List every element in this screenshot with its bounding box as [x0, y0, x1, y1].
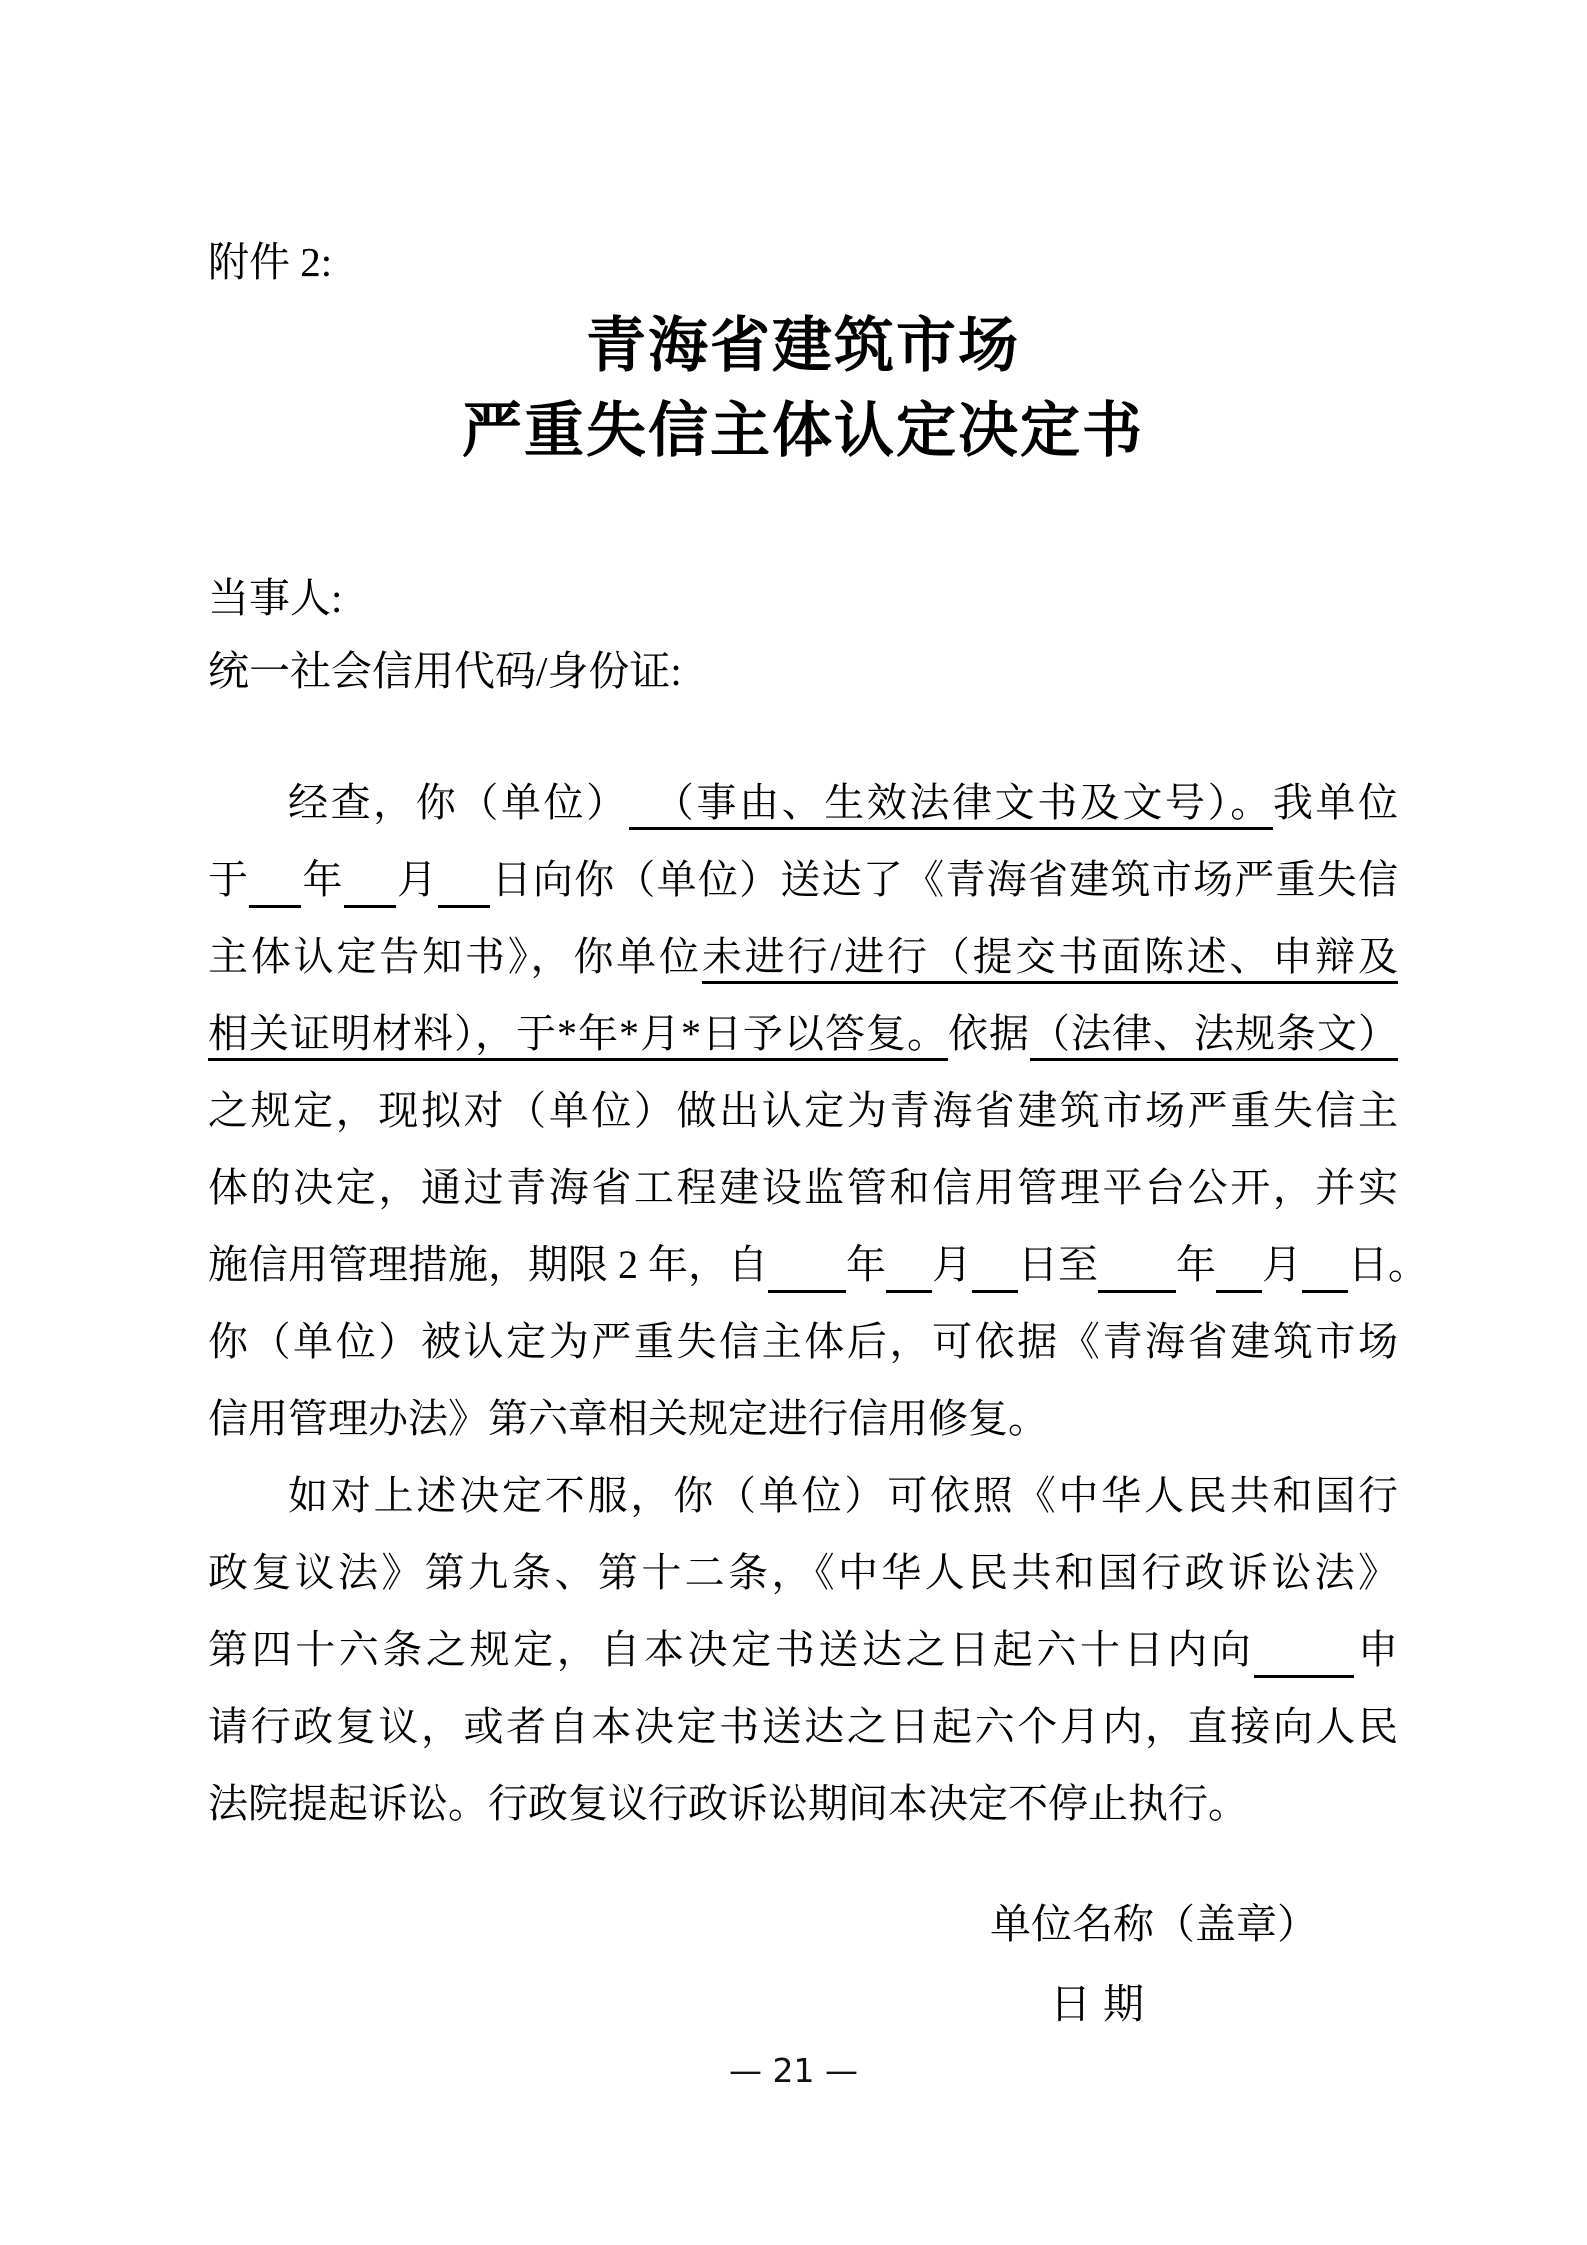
- text-segment: 申: [1354, 1627, 1399, 1672]
- text-segment: 日至: [1018, 1242, 1098, 1287]
- body-line: [208, 1380, 1398, 1457]
- attachment-label: 附件 2:: [208, 239, 333, 285]
- party-label: 当事人:: [208, 575, 343, 621]
- document-title: [208, 304, 1398, 474]
- text-segment: 如对上述决定不服，你（单位）可依照《中华人民共和国行: [288, 1473, 1398, 1518]
- body-line: [208, 1226, 1428, 1303]
- body-line: [208, 1303, 1398, 1380]
- body-line: [208, 1457, 1398, 1534]
- fill-in-blank: [1098, 1241, 1176, 1293]
- text-segment: 施信用管理措施，期限 2 年，自: [208, 1242, 768, 1287]
- document-body: [208, 764, 1428, 1842]
- fill-in-blank: [344, 856, 396, 908]
- text-segment: 之规定，现拟对（单位）做出认定为青海省建筑市场严重失信主: [208, 1088, 1398, 1133]
- body-line: [208, 841, 1398, 918]
- text-segment: 第四十六条之规定，自本决定书送达之日起六十日内向: [208, 1627, 1255, 1672]
- fill-in-blank: [1216, 1241, 1262, 1293]
- body-line: [208, 1149, 1398, 1226]
- fill-in-blank: [1254, 1626, 1354, 1678]
- text-segment: 年: [846, 1242, 886, 1287]
- page-number: — 21 —: [729, 2051, 858, 2090]
- body-line: [208, 764, 1398, 841]
- underlined-text: （事由、生效法律文书及文号）。: [629, 780, 1273, 830]
- signature-date-label: 日期: [1050, 1981, 1156, 2027]
- text-segment: 请行政复议，或者自本决定书送达之日起六个月内，直接向人民: [208, 1704, 1398, 1749]
- title-line-2: 严重失信主体认定决定书: [462, 398, 1144, 464]
- body-line: [208, 1534, 1398, 1611]
- credit-code-label: 统一社会信用代码/身份证:: [208, 648, 682, 694]
- underlined-text: 相关证明材料），于*年*月*日予以答复。: [208, 1011, 948, 1061]
- text-segment: 日。: [1348, 1242, 1428, 1287]
- text-segment: 信用管理办法》第六章相关规定进行信用修复。: [208, 1396, 1048, 1441]
- text-segment: 体的决定，通过青海省工程建设监管和信用管理平台公开，并实: [208, 1165, 1398, 1210]
- body-line: [208, 995, 1398, 1072]
- text-segment: 主体认定告知书》，你单位: [208, 934, 702, 979]
- text-segment: 我单位: [1272, 780, 1399, 825]
- body-line: [208, 1611, 1398, 1688]
- fill-in-blank: [438, 856, 490, 908]
- text-segment: 日向你（单位）送达了《青海省建筑市场严重失信: [490, 857, 1399, 902]
- body-line: [208, 918, 1398, 995]
- text-segment: 于: [208, 857, 250, 902]
- title-line-1: 青海省建筑市场: [586, 313, 1020, 379]
- text-segment: 政复议法》第九条、第十二条，《中华人民共和国行政诉讼法》: [208, 1550, 1398, 1595]
- underlined-text: 未进行/进行（提交书面陈述、申辩及: [702, 934, 1398, 984]
- underlined-text: （法律、法规条文）: [1030, 1011, 1398, 1061]
- text-segment: 你（单位）被认定为严重失信主体后，可依据《青海省建筑市场: [208, 1319, 1398, 1364]
- text-segment: 法院提起诉讼。行政复议行政诉讼期间本决定不停止执行。: [208, 1781, 1248, 1826]
- fill-in-blank: [886, 1241, 932, 1293]
- signature-block: [990, 1884, 1318, 2044]
- body-line: [208, 1688, 1398, 1765]
- fill-in-blank: [972, 1241, 1018, 1293]
- text-segment: 年: [1176, 1242, 1216, 1287]
- header-fields: [208, 562, 1398, 708]
- fill-in-blank: [768, 1241, 846, 1293]
- signature-unit-label: 单位名称（盖章）: [990, 1901, 1318, 1947]
- text-segment: 月: [1262, 1242, 1302, 1287]
- body-line: [208, 1765, 1398, 1842]
- text-segment: 年: [301, 857, 344, 902]
- fill-in-blank: [1302, 1241, 1348, 1293]
- text-segment: 月: [395, 857, 439, 902]
- text-segment: 月: [932, 1242, 972, 1287]
- fill-in-blank: [249, 856, 301, 908]
- text-segment: 经查，你（单位）: [288, 780, 629, 825]
- body-line: [208, 1072, 1398, 1149]
- text-segment: 依据: [948, 1011, 1030, 1056]
